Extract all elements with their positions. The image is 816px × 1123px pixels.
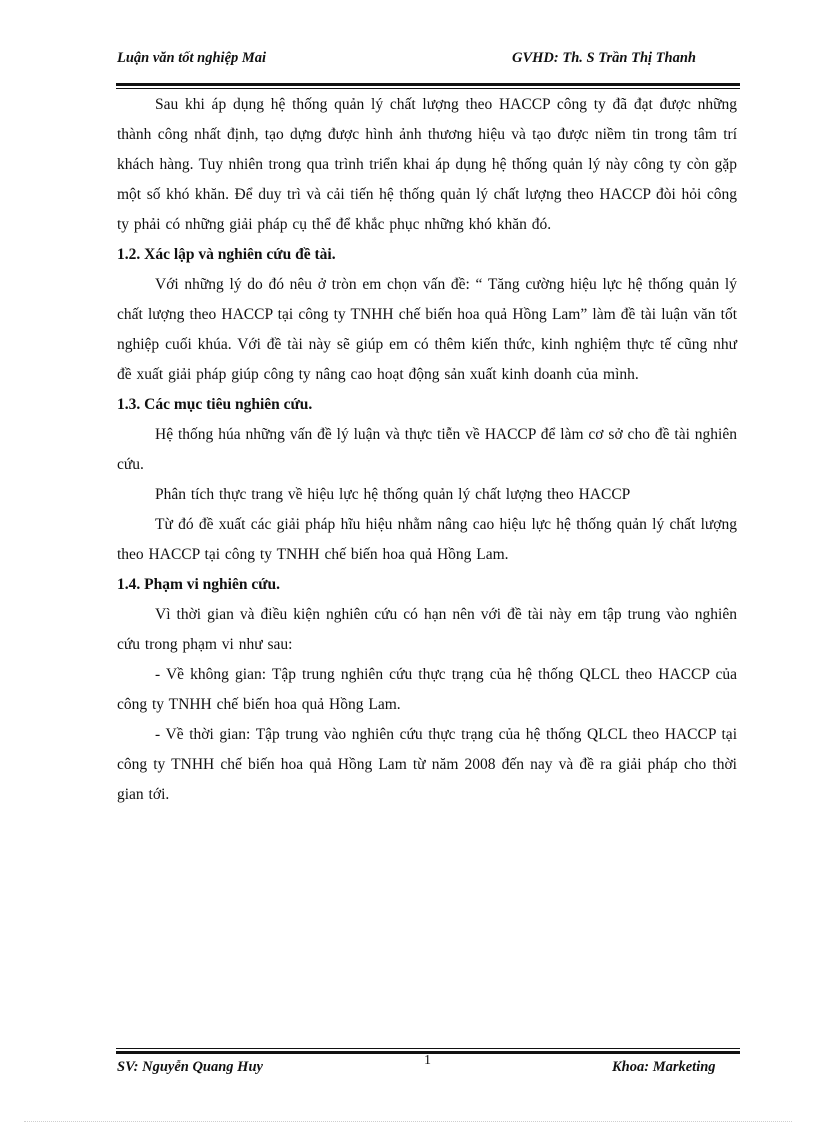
page-number: 1	[424, 1053, 431, 1068]
footer-faculty: Khoa: Marketing	[612, 1059, 716, 1075]
footer-student: SV: Nguyễn Quang Huy	[117, 1059, 263, 1075]
heading-1-4: 1.4. Phạm vi nghiên cứu.	[117, 576, 281, 593]
heading-1-3: 1.3. Các mục tiêu nghiên cứu.	[117, 396, 313, 413]
paragraph-objective-3: Từ đó đề xuất các giải pháp hĩu hiệu nhằm nâng cao hiệu lực hệ thống quản lý chất lượng theo HACCP tại công ty TNHH chế biến hoa quả Hồng Lam.	[117, 516, 737, 563]
page-body	[117, 90, 737, 810]
paragraph-objective-2: Phân tích thực trang về hiệu lực hệ thống quản lý chất lượng theo HACCP	[155, 486, 631, 503]
paragraph-scope-space: - Về không gian: Tập trung nghiên cứu thực trạng của hệ thống QLCL theo HACCP của công ty TNHH chế biến hoa quả Hồng Lam.	[117, 666, 737, 713]
paragraph-scope: Vì thời gian và điều kiện nghiên cứu có hạn nên với đề tài này em tập trung vào nghiên cứu trong phạm vi như sau:	[117, 606, 737, 653]
header-rule-thick	[116, 83, 740, 86]
paragraph-objective-1: Hệ thống húa những vấn đề lý luận và thực tiễn về HACCP để làm cơ sở cho đề tài nghiên cứu.	[117, 426, 737, 473]
footer-rule-thin	[116, 1048, 740, 1049]
heading-1-2: 1.2. Xác lập và nghiên cứu đề tài.	[117, 246, 336, 263]
paragraph-topic: Với những lý do đó nêu ở tròn em chọn vấn đề: “ Tăng cường hiệu lực hệ thống quản lý chất lượng theo HACCP tại công ty TNHH chế biến hoa quả Hồng Lam” làm đề tài luận văn tốt nghiệp cuối khúa. Với đề tài này sẽ giúp em có thêm kiến thức, kinh nghiệm thực tế cũng như đề xuất giải pháp giúp công ty nâng cao hoạt động sản xuất kinh doanh của mình.	[117, 276, 737, 383]
paragraph-intro: Sau khi áp dụng hệ thống quản lý chất lượng theo HACCP công ty đã đạt được những thành công nhất định, tạo dựng được hình ảnh thương hiệu và tạo được niềm tin trong tâm trí khách hàng. Tuy nhiên trong qua trình triển khai áp dụng hệ thống quản lý này công ty còn gặp một số khó khăn. Để duy trì và cải tiến hệ thống quản lý chất lượng theo HACCP đòi hỏi công ty phải có những giải pháp cụ thể để khắc phục những khó khăn đó.	[117, 96, 737, 233]
paragraph-scope-time: - Về thời gian: Tập trung vào nghiên cứu thực trạng của hệ thống QLCL theo HACCP tại công ty TNHH chế biến hoa quả Hồng Lam từ năm 2008 đến nay và đề ra giải pháp cho thời gian tới.	[117, 726, 737, 803]
header-advisor: GVHD: Th. S Trần Thị Thanh	[512, 50, 696, 66]
page-bottom-dotted-line	[24, 1121, 792, 1122]
header-thesis-title: Luận văn tốt nghiệp Mai	[117, 50, 267, 66]
header-rule-thin	[116, 88, 740, 89]
